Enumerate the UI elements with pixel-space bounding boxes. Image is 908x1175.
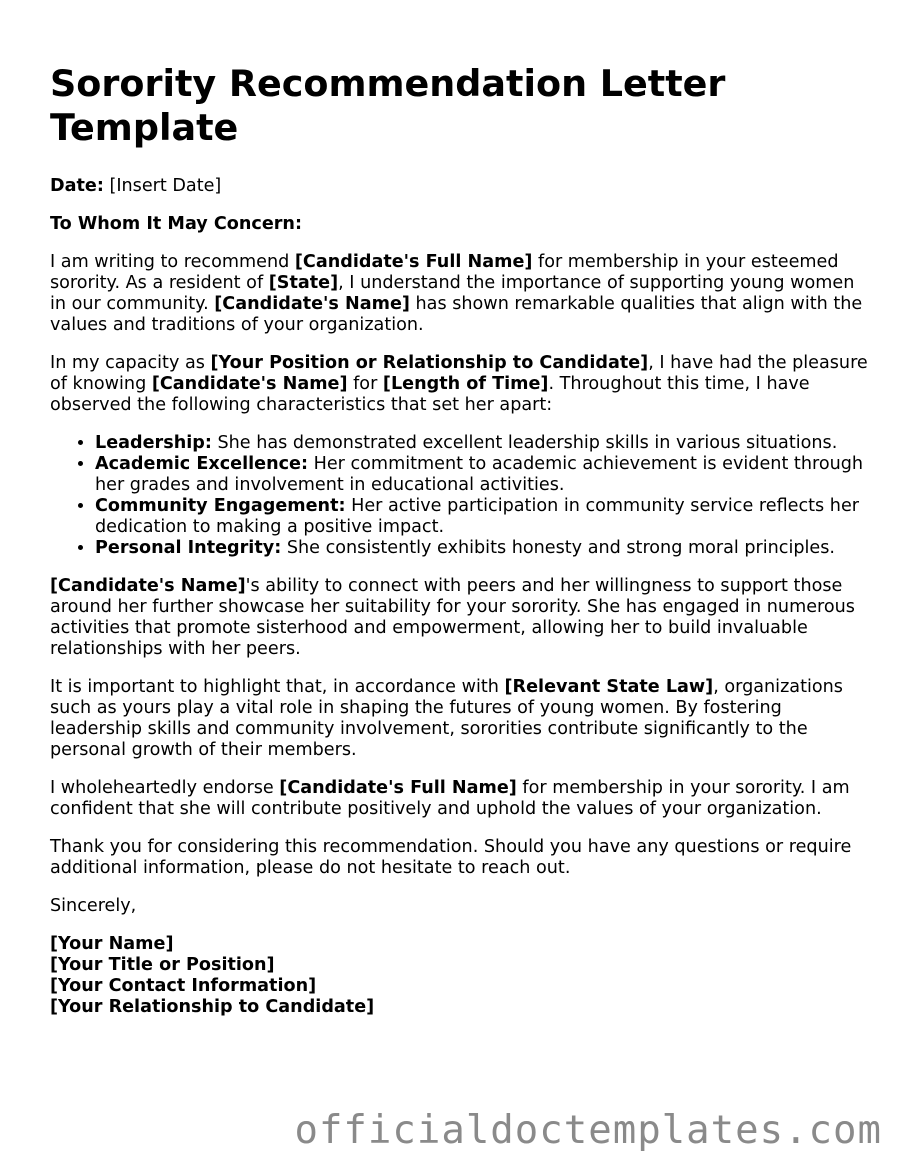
endorse-paragraph xyxy=(50,778,870,820)
peers-text: 's ability to connect with peers and her willingness to support those around her further showcase her suitability for your sorority. She has engaged in numerous activities that promote sisterhood and empowerment, allowing her to build invaluable relationships with her peers. xyxy=(50,576,855,659)
capacity-text-1: In my capacity as xyxy=(50,353,211,373)
watermark: officialdoctemplates.com xyxy=(294,1108,882,1153)
trait-label: Community Engagement: xyxy=(95,496,346,516)
peers-paragraph xyxy=(50,576,870,660)
signature-contact: [Your Contact Information] xyxy=(50,976,317,996)
greeting xyxy=(50,214,870,235)
letter-page xyxy=(50,62,870,1018)
capacity-paragraph xyxy=(50,353,870,416)
intro-text-3: , I understand the importance of supporting young women in our community. xyxy=(50,273,855,314)
trait-text: Her active participation in community service reflects her dedication to making a positive impact. xyxy=(95,496,860,537)
candidate-name-placeholder: [Candidate's Name] xyxy=(151,374,348,394)
intro-text-2: for membership in your esteemed sorority. As a resident of xyxy=(50,252,839,293)
thanks-paragraph: Thank you for considering this recommendation. Should you have any questions or require additional information, please do not hesitate to reach out. xyxy=(50,837,852,878)
trait-label: Academic Excellence: xyxy=(95,454,309,474)
signature-block xyxy=(50,934,870,1018)
trait-text: She consistently exhibits honesty and strong moral principles. xyxy=(281,538,836,558)
closing: Sincerely, xyxy=(50,896,137,916)
intro-text-1: I am writing to recommend xyxy=(50,252,295,272)
state-law-placeholder: [Relevant State Law] xyxy=(504,677,714,697)
candidate-full-name-placeholder: [Candidate's Full Name] xyxy=(279,778,517,798)
capacity-text-2: , I have had the pleasure of knowing xyxy=(50,353,868,394)
candidate-name-placeholder: [Candidate's Name] xyxy=(214,294,410,314)
list-item xyxy=(95,433,870,454)
trait-label: Leadership: xyxy=(95,433,212,453)
signature-title: [Your Title or Position] xyxy=(50,955,275,975)
law-text-2: , organizations such as yours play a vital role in shaping the futures of young women. By fostering leadership skills and community involvement, sororities contribute significantly to the personal growth of their members. xyxy=(50,677,843,760)
candidate-name-placeholder: [Candidate's Name] xyxy=(50,576,246,596)
length-of-time-placeholder: [Length of Time] xyxy=(382,374,549,394)
list-item xyxy=(95,538,870,559)
endorse-text-2: for membership in your sorority. I am confident that she will contribute positively and uphold the values of your organization. xyxy=(50,778,850,819)
position-placeholder: [Your Position or Relationship to Candidate] xyxy=(210,353,649,373)
page-title: Sorority Recommendation Letter Template xyxy=(50,62,726,149)
list-item xyxy=(95,454,870,496)
capacity-text-4: . Throughout this time, I have observed the following characteristics that set her apart: xyxy=(50,374,810,415)
intro-text-4: has shown remarkable qualities that align with the values and traditions of your organization. xyxy=(50,294,863,335)
trait-text: She has demonstrated excellent leadership skills in various situations. xyxy=(211,433,838,453)
trait-label: Personal Integrity: xyxy=(95,538,282,558)
state-placeholder: [State] xyxy=(268,273,339,293)
date-line xyxy=(50,176,870,197)
signature-name: [Your Name] xyxy=(50,934,174,954)
state-law-paragraph xyxy=(50,677,870,761)
traits-list xyxy=(50,433,870,559)
list-item xyxy=(95,496,870,538)
trait-text: Her commitment to academic achievement is evident through her grades and involvement in educational activities. xyxy=(95,454,864,495)
date-value: [Insert Date] xyxy=(103,176,222,196)
greeting-text: To Whom It May Concern: xyxy=(50,214,302,234)
capacity-text-3: for xyxy=(347,374,383,394)
endorse-text-1: I wholeheartedly endorse xyxy=(50,778,280,798)
date-label: Date: xyxy=(50,176,104,196)
signature-relationship: [Your Relationship to Candidate] xyxy=(50,997,375,1017)
law-text-1: It is important to highlight that, in accordance with xyxy=(50,677,505,697)
candidate-full-name-placeholder: [Candidate's Full Name] xyxy=(294,252,533,272)
intro-paragraph xyxy=(50,252,870,336)
